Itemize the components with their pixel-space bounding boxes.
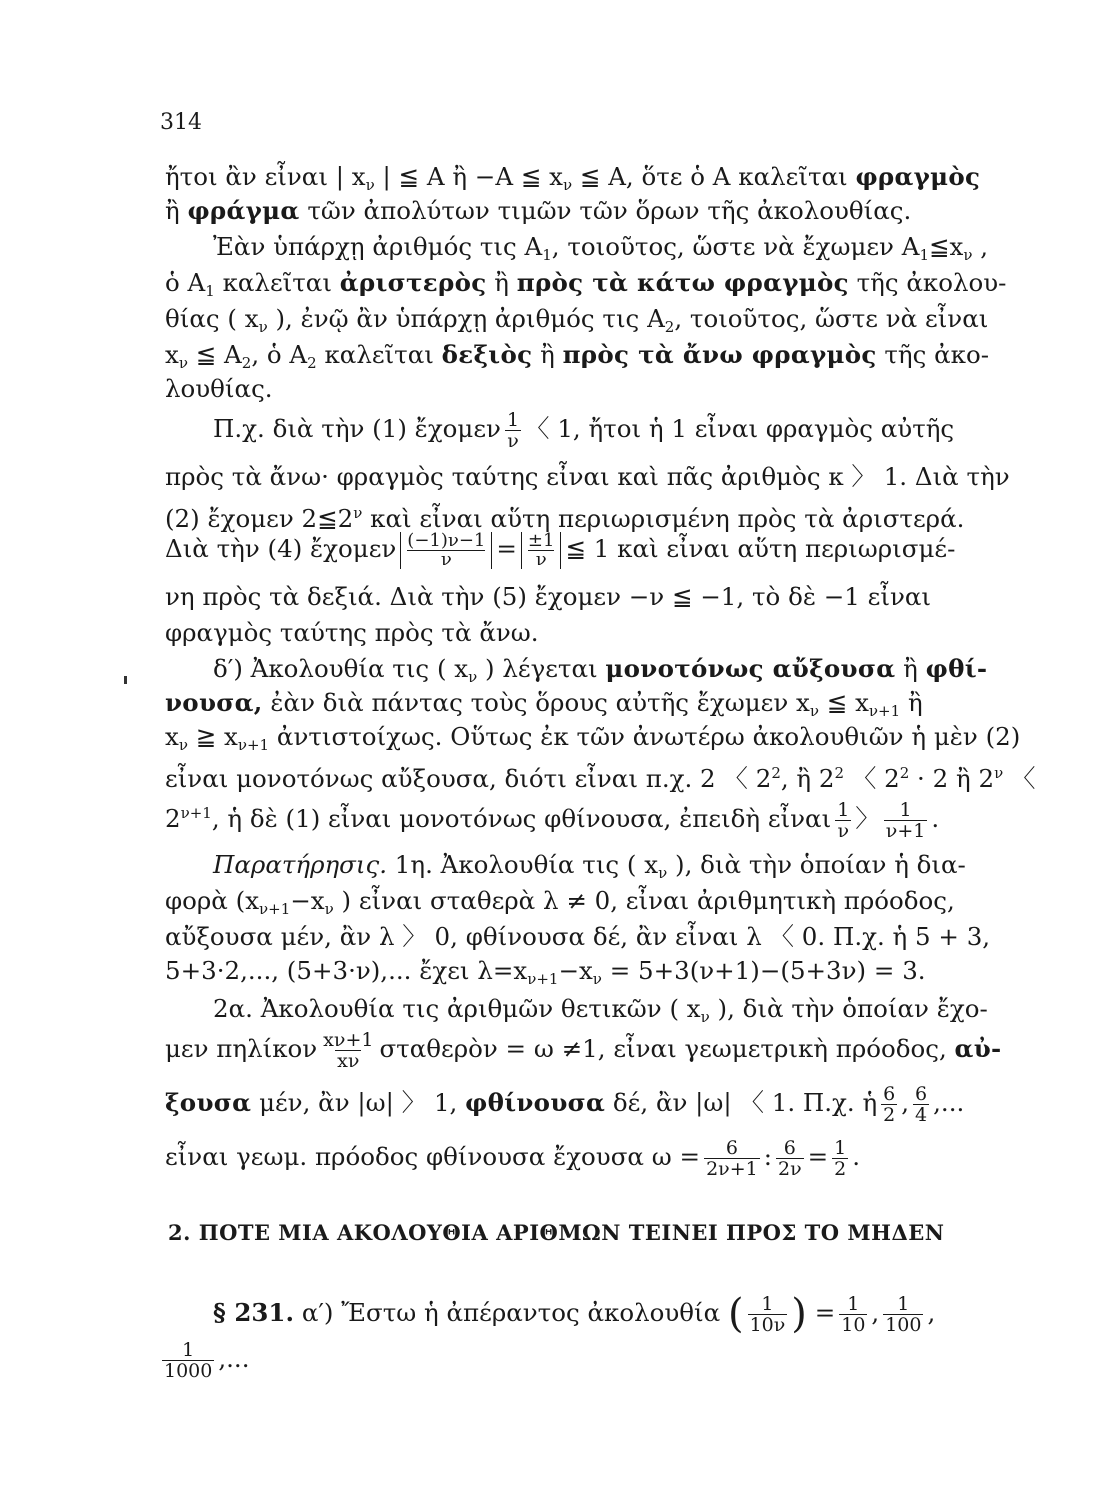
text-line: $x_\nu$ ≦ $A_2$, ὁ $A_2$ καλεῖται δεξιὸς ἢ πρὸς τὰ ἄνω φραγμὸς τῆς ἀκο- (165, 340, 989, 372)
text-line: ξουσα μέν, ἂν |ω| 〉 1, φθίνουσα δέ, ἂν |ω| 〈 1. Π.χ. ἡ $\frac{6}{2}$ , $\frac{6}{4}$ ,... (165, 1083, 965, 1126)
fraction: $\frac{1}{\nu}$ (837, 799, 850, 842)
text-line: Π.χ. διὰ τὴν (1) ἔχομεν $\frac{1}{\nu}$ 〈 1, ἤτοι ἡ 1 εἶναι φραγμὸς αὐτῆς (213, 409, 955, 452)
absolute-fraction: $\frac{(-1)\nu-1}{\nu}$ (400, 532, 492, 569)
fraction: $\frac{6}{2}$ (883, 1083, 896, 1126)
text-line: Ἐὰν ὑπάρχῃ ἀριθμός τις $A_1$, τοιοῦτος, ὥστε νὰ ἔχωμεν $A_1≦x_\nu$ , (213, 232, 989, 264)
fraction: $\frac{6}{4}$ (915, 1083, 928, 1126)
fraction: $\frac{1}{10}$ (841, 1293, 866, 1336)
text-line: ἤτοι ἂν εἶναι | $x_\nu$ | ≦ A ἢ −A ≦ $x_\nu$ ≦ A, ὅτε ὁ A καλεῖται φραγμὸς (165, 162, 981, 194)
fraction: $\frac{1}{100}$ (885, 1293, 922, 1336)
fraction: $\frac{6}{2\nu+1}$ (706, 1137, 758, 1180)
text-line: § 231. α′) Ἔστω ἡ ἀπέραντος ἀκολουθία ( $\frac{1}{10\nu}$ ) = $\frac{1}{10}$ , $\frac{1}{100}$ , (213, 1291, 936, 1337)
text-line: νουσα, ἐὰν διὰ πάντας τοὺς ὅρους αὐτῆς ἔχωμεν $x_\nu$ ≦ $x_{\nu+1}$ ἢ (165, 688, 923, 720)
text-line: εἶναι γεωμ. πρόοδος φθίνουσα ἔχουσα ω = $\frac{6}{2\nu+1}$ : $\frac{6}{2\nu}$ = $\frac{1}{2}$ . (165, 1137, 861, 1180)
text-line: πρὸς τὰ ἄνω· φραγμὸς ταύτης εἶναι καὶ πᾶς ἀριθμὸς κ 〉 1. Διὰ τὴν (165, 462, 1010, 491)
fraction: $\frac{1}{\nu}$ (506, 409, 520, 452)
fraction: $\frac{1}{10\nu}$ (749, 1293, 786, 1336)
text-line: νη πρὸς τὰ δεξιά. Διὰ τὴν (5) ἔχομεν −ν ≦ −1, τὸ δὲ −1 εἶναι (165, 582, 931, 611)
fraction: $\frac{1}{2}$ (834, 1137, 847, 1180)
text-line: 5+3·2,..., (5+3·ν),... ἔχει $\lambda=x_{\nu+1}-x_\nu = 5+3(\nu+1)-(5+3\nu) = 3$. (165, 956, 926, 988)
text-line: φορὰ ($x_{\nu+1}-x_\nu$ ) εἶναι σταθερὰ λ ≠ 0, εἶναι ἀριθμητικὴ πρόοδος, (165, 886, 955, 918)
text-line: 2α. Ἀκολουθία τις ἀριθμῶν θετικῶν ( $x_\nu$ ), διὰ τὴν ὁποίαν ἔχο- (213, 994, 988, 1026)
text-line: ἢ φράγμα τῶν ἀπολύτων τιμῶν τῶν ὅρων τῆς ἀκολουθίας. (165, 196, 912, 225)
text-line: μεν πηλίκον $\frac{x\nu+1}{x\nu}$ σταθερὸν = ω ≠1, εἶναι γεωμετρικὴ πρόοδος, αὐ- (165, 1029, 1002, 1072)
text-line: αὔξουσα μέν, ἂν λ 〉 0, φθίνουσα δέ, ἂν εἶναι λ 〈 0. Π.χ. ἡ 5 + 3, (165, 922, 991, 951)
absolute-fraction: $\frac{\pm 1}{\nu}$ (521, 532, 562, 569)
text-line: ὁ $A_1$ καλεῖται ἀριστερὸς ἢ πρὸς τὰ κάτω φραγμὸς τῆς ἀκολου- (165, 268, 1007, 300)
page-number: 314 (160, 110, 202, 135)
fraction: $\frac{x\nu+1}{x\nu}$ (323, 1029, 374, 1072)
fraction: $\frac{6}{2\nu}$ (777, 1137, 802, 1180)
text-line: δ′) Ἀκολουθία τις ( $x_\nu$ ) λέγεται μονοτόνως αὔξουσα ἢ φθί- (213, 654, 988, 686)
text-line: $2^{\nu+1}$, ἡ δὲ (1) εἶναι μονοτόνως φθίνουσα, ἐπειδὴ εἶναι $\frac{1}{\nu}$ 〉 $\frac{1}{\nu+1}$ . (165, 799, 940, 842)
fraction: $\frac{1}{\nu+1}$ (885, 799, 926, 842)
text-line: φραγμὸς ταύτης πρὸς τὰ ἄνω. (165, 618, 539, 647)
text-line: θίας ( $x_\nu$ ), ἐνῷ ἂν ὑπάρχῃ ἀριθμός τις $A_2$, τοιοῦτος, ὥστε νὰ εἶναι (165, 304, 989, 336)
fraction: $\frac{1}{1000}$ (164, 1339, 213, 1382)
text-line: Διὰ τὴν (4) ἔχομεν $\frac{(-1)\nu-1}{\nu}$ = $\frac{\pm 1}{\nu}$ ≦ 1 καὶ εἶναι αὕτη περιωρισμέ- (165, 530, 956, 570)
text-line: εἶναι μονοτόνως αὔξουσα, διότι εἶναι π.χ. 2 〈 $2^2$, ἢ $2^2$ 〈 $2^2 \cdot 2$ ἢ $2^\nu$ 〈 (165, 764, 1036, 793)
section-heading: 2. ΠΟΤΕ ΜΙΑ ΑΚΟΛΟΥΘΙΑ ΑΡΙΘΜΩΝ ΤΕΙΝΕΙ ΠΡΟΣ ΤΟ ΜΗΔΕΝ (168, 1220, 945, 1245)
text-line: (2) ἔχομεν $2≦2^\nu$ καὶ εἶναι αὕτη περιωρισμένη πρὸς τὰ ἀριστερά. (165, 504, 965, 533)
text-line: λουθίας. (165, 374, 273, 403)
text-line: $x_\nu$ ≧ $x_{\nu+1}$ ἀντιστοίχως. Οὕτως ἐκ τῶν ἀνωτέρω ἀκολουθιῶν ἡ μὲν (2) (165, 722, 1021, 754)
text-line: $\frac{1}{1000}$ ,... (164, 1339, 250, 1382)
text-line: Παρατήρησις. 1η. Ἀκολουθία τις ( $x_\nu$ ), διὰ τὴν ὁποίαν ἡ δια- (213, 850, 966, 882)
margin-mark (124, 676, 127, 684)
